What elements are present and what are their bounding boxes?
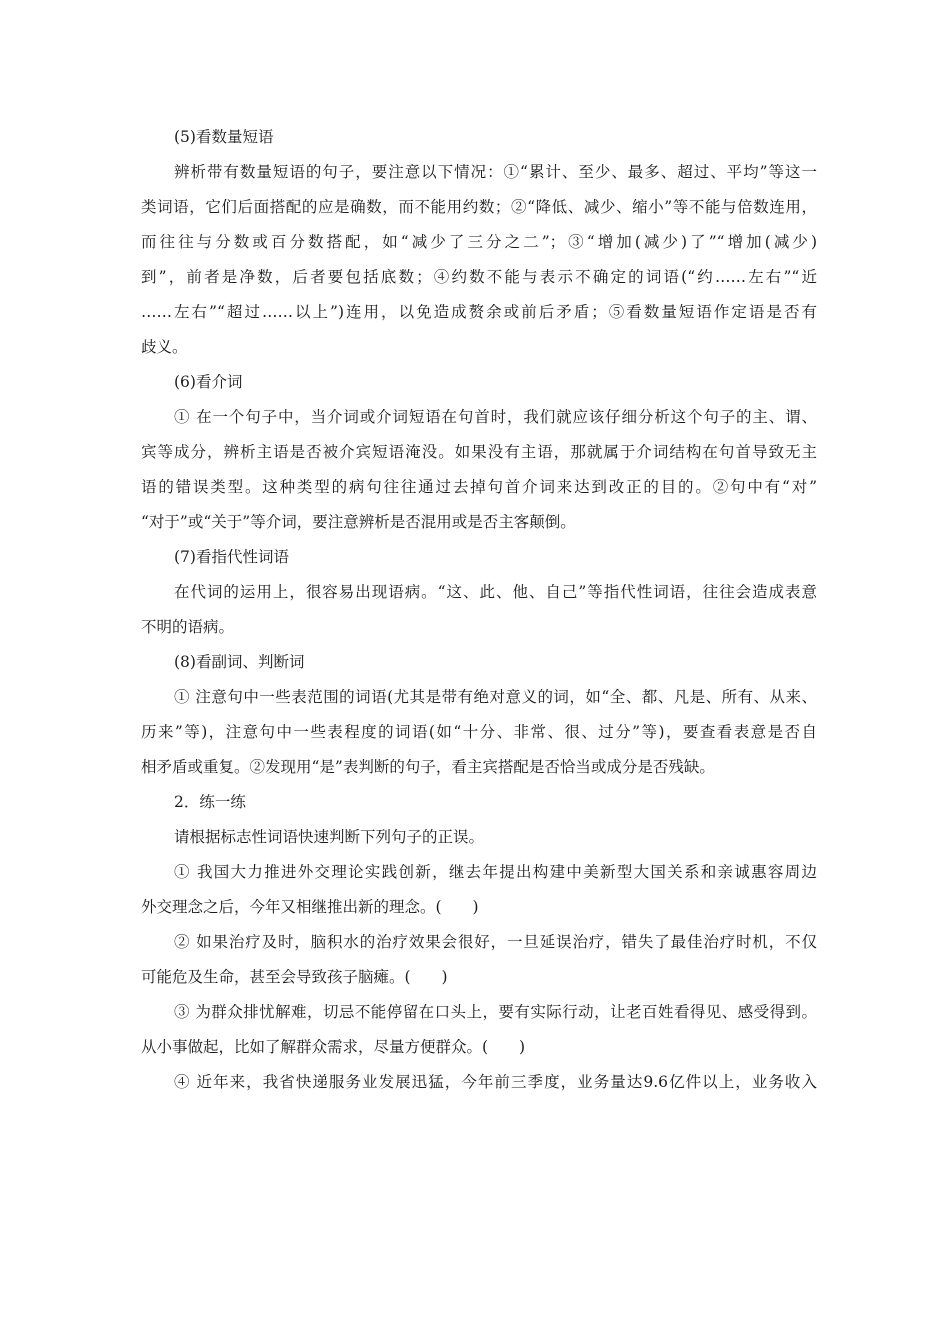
text-line: 语的错误类型。这种类型的病句往往通过去掉句首介词来达到改正的目的。②句中有“对” [141,478,817,496]
text-line: 歧义。 [141,338,188,356]
text-line: ④ 近年来，我省快递服务业发展迅猛，今年前三季度，业务量达9.6亿件以上，业务收入 [174,1073,817,1091]
document-body [141,120,817,1100]
text-line: 不明的语病。 [141,618,235,636]
text-line: 到”，前者是净数，后者要包括底数；④约数不能与表示不确定的词语(“约……左右”“近 [141,268,817,286]
text-line: ① 注意句中一些表范围的词语(尤其是带有绝对意义的词，如“全、都、凡是、所有、从来、 [174,688,817,706]
text-line: 在代词的运用上，很容易出现语病。“这、此、他、自己”等指代性词语，往往会造成表意 [174,583,817,601]
text-line: (5)看数量短语 [174,128,274,146]
text-line: 2．练一练 [174,793,246,811]
text-line: ③ 为群众排忧解难，切忌不能停留在口头上，要有实际行动，让老百姓看得见、感受得到。 [174,1003,817,1021]
text-line: 宾等成分，辨析主语是否被介宾短语淹没。如果没有主语，那就属于介词结构在句首导致无主 [141,443,817,461]
text-line: (8)看副词、判断词 [174,653,305,671]
text-line: 而往往与分数或百分数搭配，如“减少了三分之二”；③“增加(减少)了”“增加(减少) [141,233,817,251]
text-line: 外交理念之后，今年又相继推出新的理念。( ) [141,898,479,916]
text-line: 请根据标志性词语快速判断下列句子的正误。 [174,828,485,846]
text-line: “对于”或“关于”等介词，要注意辨析是否混用或是否主客颠倒。 [141,513,576,531]
text-line: ② 如果治疗及时，脑积水的治疗效果会很好，一旦延误治疗，错失了最佳治疗时机，不仅 [174,933,817,951]
text-line: 历来”等)，注意句中一些表程度的词语(如“十分、非常、很、过分”等)，要查看表意是否自 [141,723,817,741]
text-line: (6)看介词 [174,373,243,391]
text-line: (7)看指代性词语 [174,548,289,566]
text-line: 可能危及生命，甚至会导致孩子脑瘫。( ) [141,968,448,986]
text-line: ① 我国大力推进外交理论实践创新，继去年提出构建中美新型大国关系和亲诚惠容周边 [174,863,817,881]
text-line: 从小事做起，比如了解群众需求，尽量方便群众。( ) [141,1038,526,1056]
text-line: 类词语，它们后面搭配的应是确数，而不能用约数；②“降低、减少、缩小”等不能与倍数连用， [141,198,817,216]
text-line: ① 在一个句子中，当介词或介词短语在句首时，我们就应该仔细分析这个句子的主、谓、 [174,408,817,426]
text-line: ……左右”“超过……以上”)连用，以免造成赘余或前后矛盾；⑤看数量短语作定语是否有 [141,303,817,321]
text-line: 相矛盾或重复。②发现用“是”表判断的句子，看主宾搭配是否恰当或成分是否残缺。 [141,758,715,776]
text-line: 辨析带有数量短语的句子，要注意以下情况：①“累计、至少、最多、超过、平均”等这一 [174,163,817,181]
